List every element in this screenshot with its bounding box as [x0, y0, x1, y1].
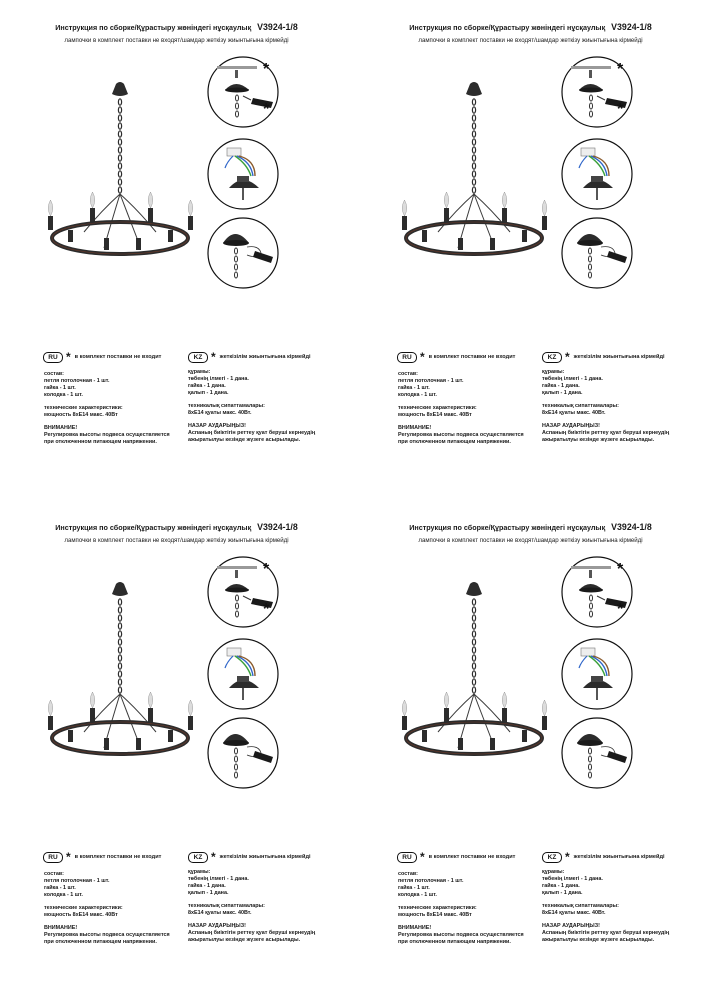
ru-warning-heading: ВНИМАНИЕ! [44, 425, 78, 431]
ru-composition-item: гайка - 1 шт. [398, 885, 430, 891]
kz-composition-heading: құрамы: [542, 869, 565, 875]
ru-text-block [398, 371, 524, 446]
kz-note: жеткізілім жиынтығына кірмейді [573, 354, 665, 360]
kz-note: жеткізілім жиынтығына кірмейді [219, 354, 311, 360]
ru-warning-line: при отключенном питающем напряжении. [398, 939, 511, 945]
kz-star-icon: * [211, 850, 216, 864]
ru-composition-item: петля потолочная - 1 шт. [44, 378, 110, 384]
model-number: V3924-1/8 [257, 22, 298, 32]
kz-legend [188, 350, 311, 364]
ru-composition-item: колодка - 1 шт. [44, 892, 83, 898]
detail-height-adjust [207, 717, 279, 789]
ru-note: в комплект поставки не входит [74, 854, 162, 860]
kz-warning-line: Аспаның биіктігін реттеу қуат беруші кернеудің [188, 930, 316, 936]
ru-note: в комплект поставки не входит [428, 354, 516, 360]
ru-specs-heading: технические характеристики: [398, 405, 477, 411]
ru-note: в комплект поставки не входит [428, 854, 516, 860]
kz-star-icon: * [211, 350, 216, 364]
kz-composition-item: төбенің ілмегі - 1 дана. [542, 376, 603, 382]
kz-composition-item: қалып - 1 дана. [188, 390, 229, 396]
detail-height-adjust [561, 217, 633, 289]
instruction-sheet [354, 0, 707, 500]
ru-composition-item: петля потолочная - 1 шт. [398, 378, 464, 384]
chandelier-illustration [40, 80, 200, 270]
ru-warning-heading: ВНИМАНИЕ! [398, 925, 432, 931]
detail-star-bottom: * [263, 601, 270, 618]
ru-composition-heading: состав: [44, 371, 64, 377]
kz-note: жеткізілім жиынтығына кірмейді [573, 854, 665, 860]
kz-warning-line: ажыратылуы кезінде жүзеге асырылады. [542, 937, 655, 943]
kz-warning-line: Аспаның биіктігін реттеу қуат беруші кернеудің [542, 430, 670, 436]
ru-warning-line: при отключенном питающем напряжении. [44, 939, 157, 945]
detail-wiring [561, 638, 633, 710]
kz-text-block [542, 869, 669, 944]
kz-specs-text: 8хЕ14 қуаты макс. 40Вт. [188, 910, 252, 916]
kz-composition-heading: құрамы: [542, 369, 565, 375]
kz-composition-item: қалып - 1 дана. [542, 890, 583, 896]
kz-composition-item: гайка - 1 дана. [542, 383, 580, 389]
ru-badge: RU [397, 352, 417, 363]
ru-composition-item: гайка - 1 шт. [398, 385, 430, 391]
ru-specs-text: мощность 8хЕ14 макс. 40Вт [44, 912, 118, 918]
detail-wiring [207, 138, 279, 210]
kz-specs-heading: техникалық сипаттамалары: [542, 903, 619, 909]
chandelier-illustration [394, 80, 554, 270]
ru-legend [397, 850, 515, 864]
kz-composition-heading: құрамы: [188, 869, 211, 875]
chandelier-illustration [394, 580, 554, 770]
detail-star-top: * [617, 61, 624, 78]
ru-badge: RU [397, 852, 417, 863]
kz-note: жеткізілім жиынтығына кірмейді [219, 854, 311, 860]
kz-composition-heading: құрамы: [188, 369, 211, 375]
ru-note: в комплект поставки не входит [74, 354, 162, 360]
kz-badge: KZ [542, 352, 562, 363]
ru-legend [43, 850, 161, 864]
instruction-subtitle: лампочки в комплект поставки не входят/шамдар жеткізу жиынтығына кірмейді [64, 537, 289, 544]
detail-mounting-screws [561, 556, 633, 628]
kz-composition-item: гайка - 1 дана. [542, 883, 580, 889]
title-text: Инструкция по сборке/Құрастыру жөніндегі нұсқаулық [409, 23, 606, 32]
ru-specs-heading: технические характеристики: [44, 405, 123, 411]
kz-badge: KZ [188, 352, 208, 363]
detail-star-bottom: * [617, 601, 624, 618]
detail-wiring [207, 638, 279, 710]
kz-legend [542, 350, 665, 364]
detail-mounting-screws [561, 56, 633, 128]
detail-wiring [561, 138, 633, 210]
kz-composition-item: төбенің ілмегі - 1 дана. [188, 876, 249, 882]
ru-legend [43, 350, 161, 364]
ru-text-block [44, 371, 170, 446]
ru-star-icon: * [420, 350, 425, 364]
kz-star-icon: * [565, 350, 570, 364]
kz-composition-item: гайка - 1 дана. [188, 883, 226, 889]
ru-composition-item: петля потолочная - 1 шт. [44, 878, 110, 884]
ru-warning-heading: ВНИМАНИЕ! [44, 925, 78, 931]
instruction-title [354, 22, 707, 32]
kz-composition-item: төбенің ілмегі - 1 дана. [542, 876, 603, 882]
kz-legend [542, 850, 665, 864]
instruction-subtitle: лампочки в комплект поставки не входят/шамдар жеткізу жиынтығына кірмейді [64, 37, 289, 44]
model-number: V3924-1/8 [611, 22, 652, 32]
ru-star-icon: * [66, 850, 71, 864]
model-number: V3924-1/8 [257, 522, 298, 532]
kz-specs-text: 8хЕ14 қуаты макс. 40Вт. [542, 410, 606, 416]
title-text: Инструкция по сборке/Құрастыру жөніндегі нұсқаулық [409, 523, 606, 532]
kz-warning-line: Аспаның биіктігін реттеу қуат беруші кернеудің [542, 930, 670, 936]
kz-composition-item: гайка - 1 дана. [188, 383, 226, 389]
detail-height-adjust [561, 717, 633, 789]
ru-composition-item: гайка - 1 шт. [44, 885, 76, 891]
ru-legend [397, 350, 515, 364]
instruction-subtitle: лампочки в комплект поставки не входят/шамдар жеткізу жиынтығына кірмейді [418, 37, 643, 44]
ru-composition-heading: состав: [398, 871, 418, 877]
model-number: V3924-1/8 [611, 522, 652, 532]
title-text: Инструкция по сборке/Құрастыру жөніндегі нұсқаулық [55, 523, 252, 532]
ru-composition-heading: состав: [44, 871, 64, 877]
detail-star-top: * [263, 61, 270, 78]
kz-warning-line: ажыратылуы кезінде жүзеге асырылады. [188, 937, 301, 943]
ru-composition-item: колодка - 1 шт. [398, 392, 437, 398]
detail-mounting-screws [207, 556, 279, 628]
ru-composition-item: колодка - 1 шт. [398, 892, 437, 898]
kz-composition-item: төбенің ілмегі - 1 дана. [188, 376, 249, 382]
kz-warning-heading: НАЗАР АУДАРЫҢЫЗ! [188, 423, 246, 429]
detail-star-bottom: * [617, 101, 624, 118]
kz-text-block [542, 369, 669, 444]
chandelier-illustration [40, 580, 200, 770]
ru-composition-item: колодка - 1 шт. [44, 392, 83, 398]
detail-height-adjust [207, 217, 279, 289]
ru-text-block [44, 871, 170, 946]
ru-warning-line: Регулировка высоты подвеса осуществляется [44, 432, 170, 438]
kz-warning-heading: НАЗАР АУДАРЫҢЫЗ! [542, 923, 600, 929]
kz-specs-text: 8хЕ14 қуаты макс. 40Вт. [542, 910, 606, 916]
kz-text-block [188, 369, 315, 444]
ru-composition-item: петля потолочная - 1 шт. [398, 878, 464, 884]
ru-badge: RU [43, 852, 63, 863]
ru-badge: RU [43, 352, 63, 363]
kz-warning-line: Аспаның биіктігін реттеу қуат беруші кернеудің [188, 430, 316, 436]
ru-warning-line: при отключенном питающем напряжении. [398, 439, 511, 445]
instruction-sheet [354, 500, 707, 1000]
ru-composition-heading: состав: [398, 371, 418, 377]
kz-warning-line: ажыратылуы кезінде жүзеге асырылады. [188, 437, 301, 443]
ru-warning-heading: ВНИМАНИЕ! [398, 425, 432, 431]
detail-mounting-screws [207, 56, 279, 128]
instruction-title [354, 522, 707, 532]
kz-composition-item: қалып - 1 дана. [188, 890, 229, 896]
ru-star-icon: * [420, 850, 425, 864]
ru-specs-text: мощность 8хЕ14 макс. 40Вт [398, 412, 472, 418]
kz-specs-heading: техникалық сипаттамалары: [188, 403, 265, 409]
kz-composition-item: қалып - 1 дана. [542, 390, 583, 396]
detail-star-bottom: * [263, 101, 270, 118]
ru-warning-line: при отключенном питающем напряжении. [44, 439, 157, 445]
kz-specs-text: 8хЕ14 қуаты макс. 40Вт. [188, 410, 252, 416]
ru-specs-heading: технические характеристики: [398, 905, 477, 911]
ru-specs-heading: технические характеристики: [44, 905, 123, 911]
ru-specs-text: мощность 8хЕ14 макс. 40Вт [398, 912, 472, 918]
ru-warning-line: Регулировка высоты подвеса осуществляется [398, 432, 524, 438]
ru-composition-item: гайка - 1 шт. [44, 385, 76, 391]
instruction-title [0, 522, 353, 532]
ru-star-icon: * [66, 350, 71, 364]
ru-warning-line: Регулировка высоты подвеса осуществляется [398, 932, 524, 938]
detail-star-top: * [263, 561, 270, 578]
instruction-title [0, 22, 353, 32]
kz-specs-heading: техникалық сипаттамалары: [188, 903, 265, 909]
kz-badge: KZ [542, 852, 562, 863]
detail-star-top: * [617, 561, 624, 578]
instruction-sheet [0, 500, 353, 1000]
kz-star-icon: * [565, 850, 570, 864]
kz-text-block [188, 869, 315, 944]
title-text: Инструкция по сборке/Құрастыру жөніндегі нұсқаулық [55, 23, 252, 32]
ru-specs-text: мощность 8хЕ14 макс. 40Вт [44, 412, 118, 418]
kz-specs-heading: техникалық сипаттамалары: [542, 403, 619, 409]
kz-warning-heading: НАЗАР АУДАРЫҢЫЗ! [542, 423, 600, 429]
kz-badge: KZ [188, 852, 208, 863]
instruction-sheet [0, 0, 353, 500]
kz-legend [188, 850, 311, 864]
ru-text-block [398, 871, 524, 946]
instruction-subtitle: лампочки в комплект поставки не входят/шамдар жеткізу жиынтығына кірмейді [418, 537, 643, 544]
ru-warning-line: Регулировка высоты подвеса осуществляется [44, 932, 170, 938]
kz-warning-heading: НАЗАР АУДАРЫҢЫЗ! [188, 923, 246, 929]
kz-warning-line: ажыратылуы кезінде жүзеге асырылады. [542, 437, 655, 443]
